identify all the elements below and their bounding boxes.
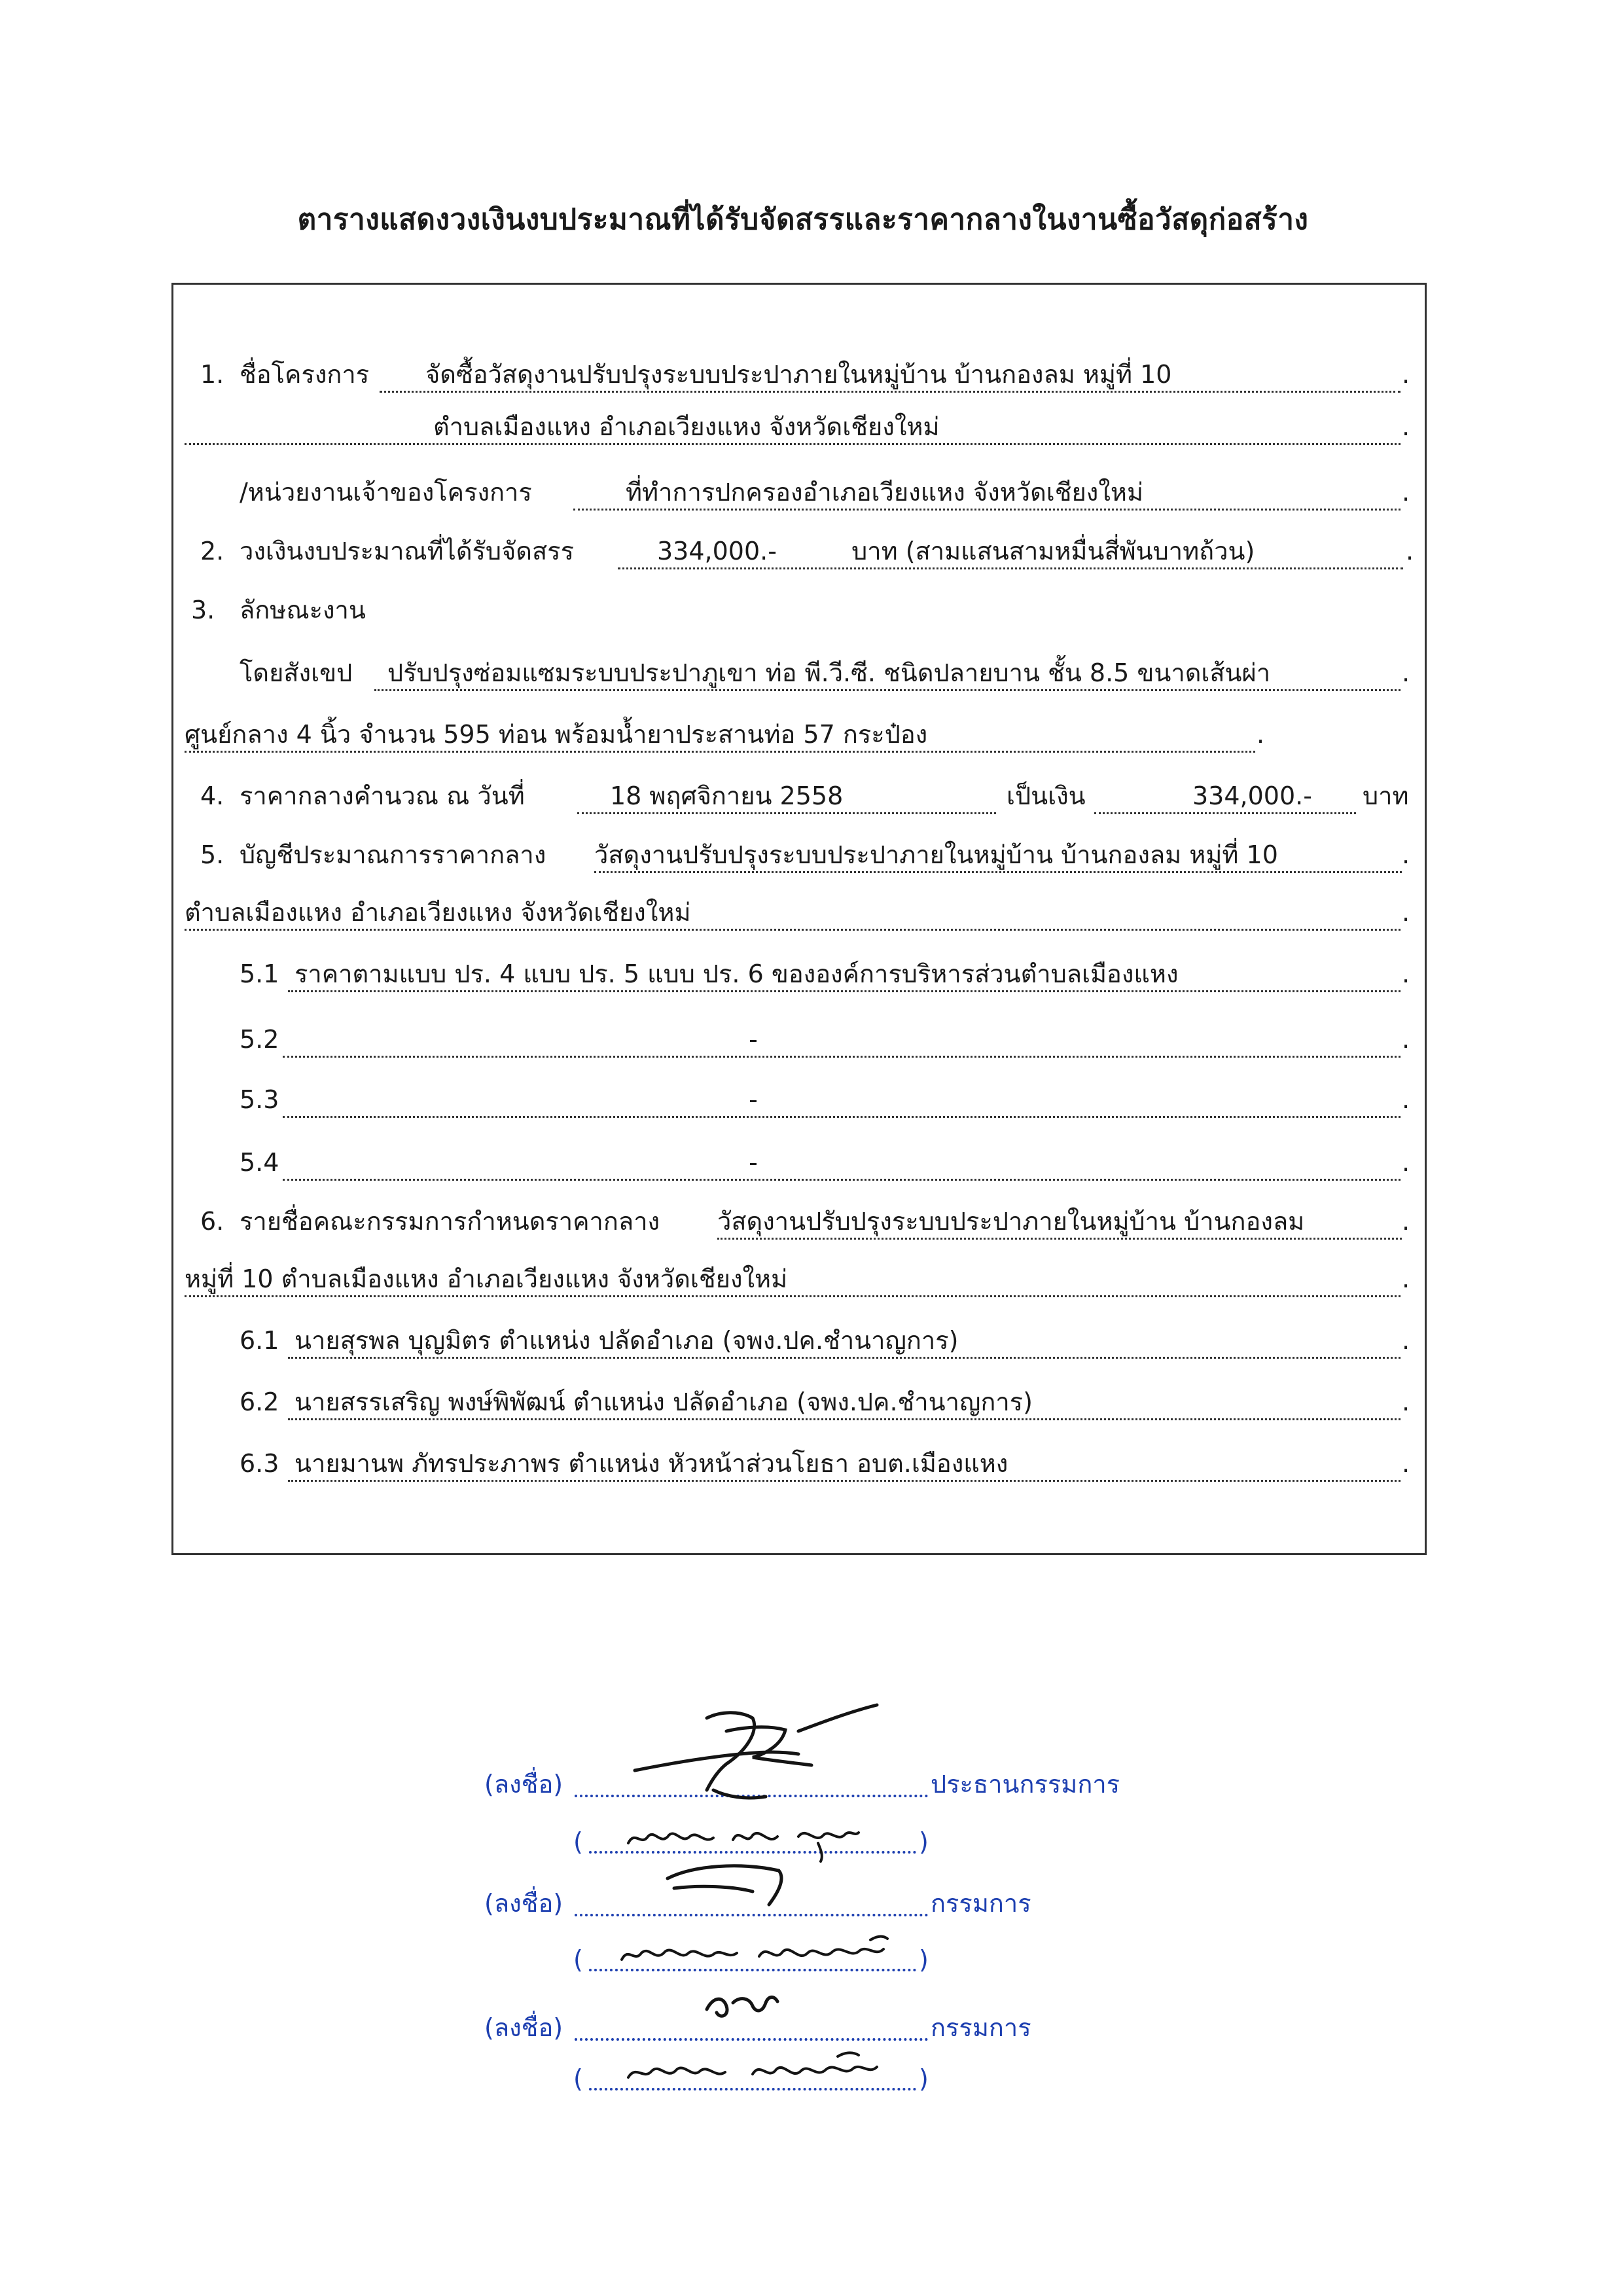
item4-date: 18 พฤศจิกายน 2558 xyxy=(577,780,996,814)
item5-sub3-number: 5.3 xyxy=(240,1085,279,1114)
item5-label: บัญชีประมาณการราคากลาง xyxy=(240,840,546,869)
item2-amount-line xyxy=(618,535,1403,569)
item6-member3-text: นายมานพ ภัทรประภาพร ตำแหน่ง หัวหน้าส่วนโยธา อบต.เมืองแหง xyxy=(288,1448,1401,1482)
item3-summary-label: โดยสังเขป xyxy=(240,658,353,687)
item4-unit: บาท xyxy=(1363,781,1409,810)
signature2-close: ) xyxy=(919,1945,929,1974)
signature2-role: กรรมการ xyxy=(931,1889,1031,1918)
item5-value-line2: ตำบลเมืองแหง อำเภอเวียงแหง จังหวัดเชียงใหม่ xyxy=(185,897,1401,931)
signature3-prefix: (ลงชื่อ) xyxy=(484,2013,563,2042)
name-handwriting-2-icon xyxy=(615,1927,903,1979)
signature3-close: ) xyxy=(919,2064,929,2093)
signature1-prefix: (ลงชื่อ) xyxy=(484,1770,563,1799)
signature2-open: ( xyxy=(573,1945,583,1974)
signature1-open: ( xyxy=(573,1827,583,1856)
item1-label: ชื่อโครงการ xyxy=(240,360,370,389)
item4-amount: 334,000.- xyxy=(1094,780,1356,814)
item1-number: 1. xyxy=(200,360,224,389)
item5-value-line1: วัสดุงานปรับปรุงระบบประปาภายในหมู่บ้าน บ้านกองลม หมู่ที่ 10 xyxy=(594,839,1402,873)
item5-sub4-text: - xyxy=(283,1147,1401,1181)
item6-member3-number: 6.3 xyxy=(240,1449,279,1478)
item5-sub2-number: 5.2 xyxy=(240,1025,279,1054)
item5-sub2-text: - xyxy=(283,1024,1401,1058)
name-handwriting-3-icon xyxy=(622,2045,897,2097)
item5-sub1-number: 5.1 xyxy=(240,960,279,988)
item2-label: วงเงินงบประมาณที่ได้รับจัดสรร xyxy=(240,537,574,565)
item1-agency-value: ที่ทำการปกครองอำเภอเวียงแหง จังหวัดเชียงใหม่ xyxy=(573,476,1401,511)
item6-label: รายชื่อคณะกรรมการกำหนดราคากลาง xyxy=(240,1207,660,1236)
item4-label: ราคากลางคำนวณ ณ วันที่ xyxy=(240,781,525,810)
item5-sub4-number: 5.4 xyxy=(240,1148,279,1177)
signature1-role: ประธานกรรมการ xyxy=(931,1770,1120,1799)
item3-summary-line2: ศูนย์กลาง 4 นิ้ว จำนวน 595 ท่อน พร้อมน้ำยาประสานท่อ 57 กระป๋อง xyxy=(185,719,1255,753)
item1-agency-label: /หน่วยงานเจ้าของโครงการ xyxy=(240,478,532,507)
item6-number: 6. xyxy=(200,1207,224,1236)
item1-value-line1: จัดซื้อวัสดุงานปรับปรุงระบบประปาภายในหมู่บ้าน บ้านกองลม หมู่ที่ 10 xyxy=(380,359,1401,393)
item3-label: ลักษณะงาน xyxy=(240,596,366,624)
signature-mark-1-icon xyxy=(628,1692,890,1810)
item6-value-line2: หมู่ที่ 10 ตำบลเมืองแหง อำเภอเวียงแหง จังหวัดเชียงใหม่ xyxy=(185,1263,1401,1297)
item6-member2-text: นายสรรเสริญ พงษ์พิพัฒน์ ตำแหน่ง ปลัดอำเภอ (จพง.ปค.ชำนาญการ) xyxy=(288,1386,1401,1420)
item6-member2-number: 6.2 xyxy=(240,1388,279,1416)
item2-amount: 334,000.- xyxy=(657,537,777,565)
item5-sub1-text: ราคาตามแบบ ปร. 4 แบบ ปร. 5 แบบ ปร. 6 ขององค์การบริหารส่วนตำบลเมืองแหง xyxy=(288,958,1401,992)
item6-member1-number: 6.1 xyxy=(240,1326,279,1355)
signature1-close: ) xyxy=(919,1827,929,1856)
item1-value-line2: ตำบลเมืองแหง อำเภอเวียงแหง จังหวัดเชียงใหม่ xyxy=(185,411,1401,445)
item5-number: 5. xyxy=(200,840,224,869)
signature3-role: กรรมการ xyxy=(931,2013,1031,2042)
item6-member1-text: นายสุรพล บุญมิตร ตำแหน่ง ปลัดอำเภอ (จพง.ปค.ชำนาญการ) xyxy=(288,1325,1401,1359)
signature3-open: ( xyxy=(573,2064,583,2093)
item2-unit-text: บาท (สามแสนสามหมื่นสี่พันบาทถ้วน) xyxy=(851,537,1255,565)
document-title: ตารางแสดงวงเงินงบประมาณที่ได้รับจัดสรรและราคากลางในงานซื้อวัสดุก่อสร้าง xyxy=(297,203,1309,236)
item3-number: 3. xyxy=(191,596,215,624)
signature2-prefix: (ลงชื่อ) xyxy=(484,1889,563,1918)
item6-value-line1: วัสดุงานปรับปรุงระบบประปาภายในหมู่บ้าน บ้านกองลม xyxy=(717,1206,1402,1240)
signature-mark-3-icon xyxy=(700,1983,785,2029)
item5-sub3-text: - xyxy=(283,1084,1401,1118)
item3-summary-line1: ปรับปรุงซ่อมแซมระบบประปาภูเขา ท่อ พี.วี.ซี. ชนิดปลายบาน ชั้น 8.5 ขนาดเส้นผ่า xyxy=(374,657,1401,691)
item4-number: 4. xyxy=(200,781,224,810)
signature-mark-2-icon xyxy=(654,1852,825,1911)
item2-number: 2. xyxy=(200,537,224,565)
item4-amount-label: เป็นเงิน xyxy=(1007,781,1086,810)
